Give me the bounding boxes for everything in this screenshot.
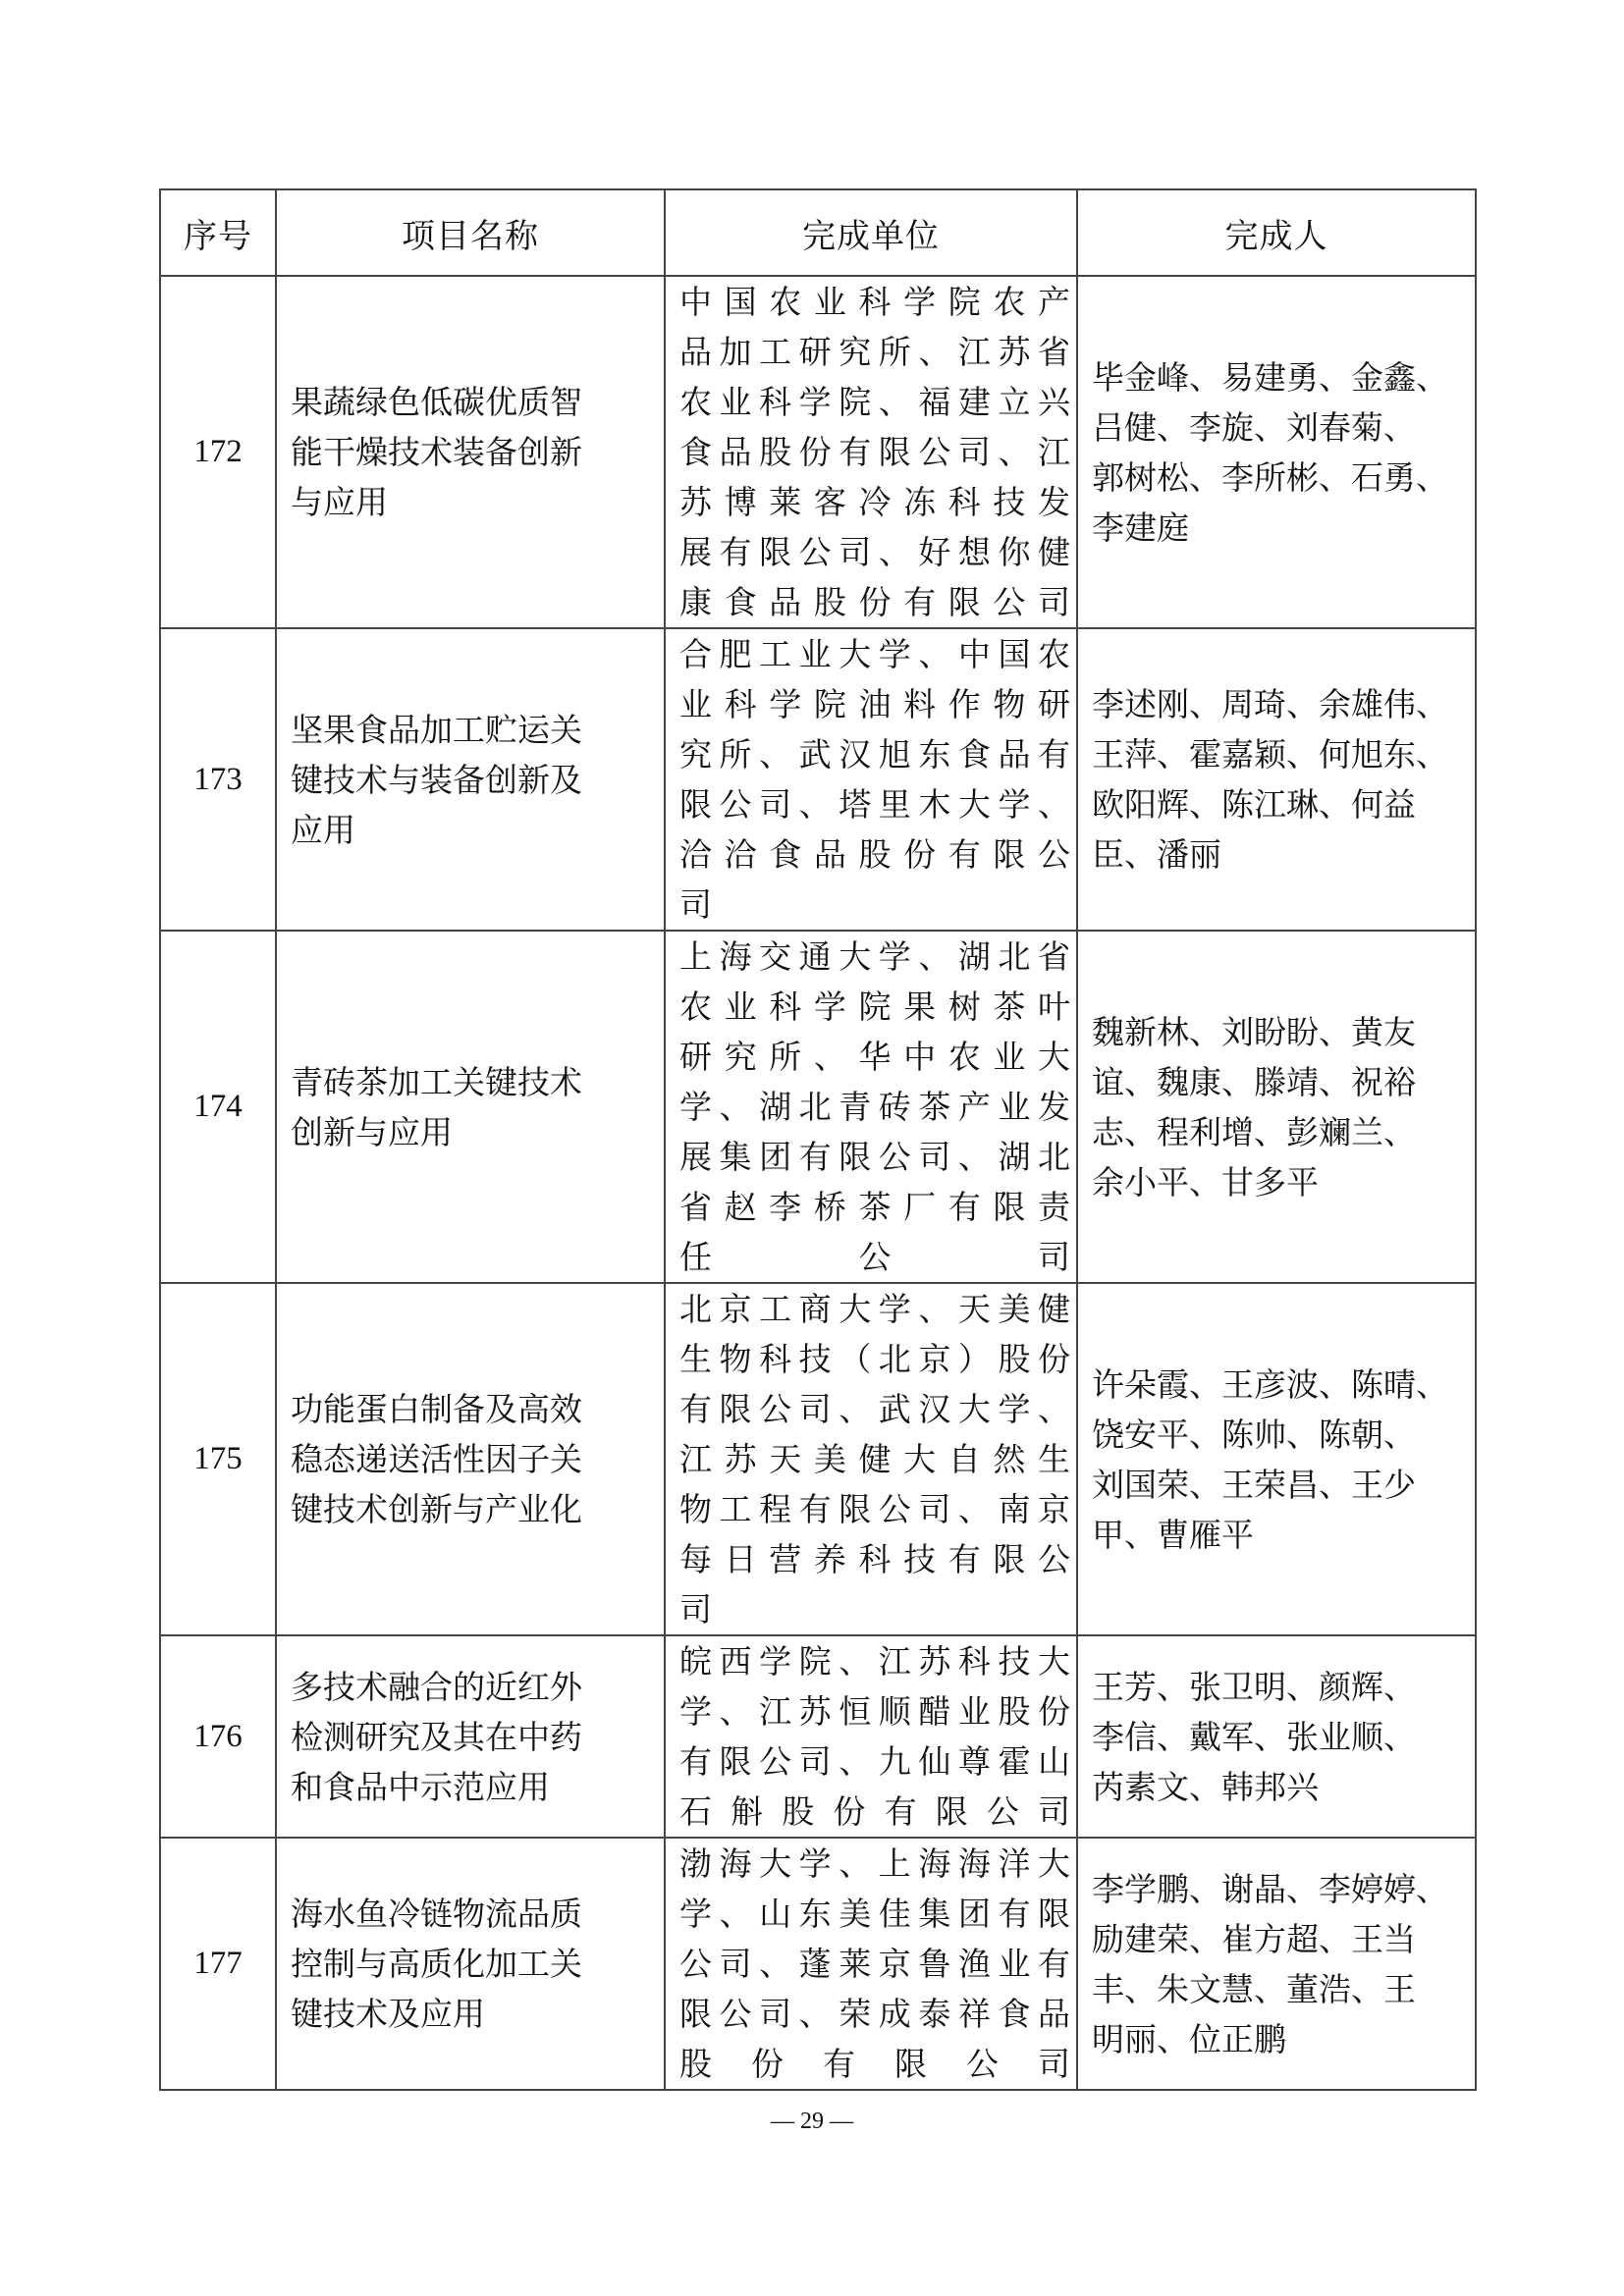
name-line: 功能蛋白制备及高效: [291, 1390, 582, 1428]
completers-cell: [1077, 1635, 1476, 1838]
completing-unit-cell: [665, 1838, 1077, 2090]
people-line: 芮素文、韩邦兴: [1092, 1767, 1319, 1806]
header-name: 项目名称: [276, 189, 665, 276]
people-line: 魏新林、刘盼盼、黄友: [1092, 1012, 1416, 1051]
completing-unit-cell: [665, 628, 1077, 931]
people-line: 丰、朱文慧、董浩、王: [1092, 1969, 1416, 2008]
completing-unit-cell: [665, 276, 1077, 628]
people-line: 励建荣、崔方超、王当: [1092, 1919, 1416, 1958]
header-unit: 完成单位: [665, 189, 1077, 276]
unit-line: 合肥工业大学、中国农: [679, 635, 1070, 673]
page-number: — 29 —: [771, 2109, 853, 2134]
project-name-cell: [276, 931, 665, 1283]
completers-cell: [1077, 276, 1476, 628]
people-line: 王芳、张卫明、颜辉、: [1092, 1667, 1416, 1706]
people-line: 王萍、霍嘉颖、何旭东、: [1092, 735, 1448, 774]
name-line: 应用: [291, 810, 355, 849]
unit-line: 限公司、荣成泰祥食品: [679, 1995, 1070, 2033]
people-line: 谊、魏康、滕靖、祝裕: [1092, 1062, 1416, 1101]
unit-line: 洽洽食品股份有限公: [679, 835, 1070, 874]
name-line: 控制与高质化加工关: [291, 1945, 582, 1983]
unit-line: 石斛股份有限公司: [679, 1792, 1070, 1831]
unit-line: 上海交通大学、湖北省: [679, 937, 1070, 976]
table-row: [160, 931, 1476, 1283]
unit-line: 限公司、塔里木大学、: [679, 785, 1070, 824]
people-line: 吕健、李旋、刘春菊、: [1092, 407, 1416, 447]
completers-cell: [1077, 931, 1476, 1283]
unit-line: 究所、武汉旭东食品有: [679, 735, 1070, 774]
row-number: 176: [160, 1635, 276, 1838]
unit-line: 江苏天美健大自然生: [679, 1440, 1070, 1478]
row-number: 173: [160, 628, 276, 931]
completing-unit-cell: [665, 931, 1077, 1283]
unit-line: 学、江苏恒顺醋业股份: [679, 1692, 1070, 1731]
row-number: 172: [160, 276, 276, 628]
people-line: 李学鹏、谢晶、李婷婷、: [1092, 1869, 1448, 1908]
name-line: 多技术融合的近红外: [291, 1667, 582, 1706]
table-row: [160, 1635, 1476, 1838]
name-line: 海水鱼冷链物流品质: [291, 1895, 582, 1933]
unit-line: 有限公司、武汉大学、: [679, 1390, 1070, 1428]
people-line: 余小平、甘多平: [1092, 1162, 1319, 1201]
people-line: 明丽、位正鹏: [1092, 2019, 1286, 2058]
unit-line: 农业科学院、福建立兴: [679, 383, 1070, 421]
name-line: 坚果食品加工贮运关: [291, 710, 582, 749]
project-name-cell: [276, 276, 665, 628]
unit-line: 物工程有限公司、南京: [679, 1490, 1070, 1528]
project-name-cell: [276, 1838, 665, 2090]
completers-cell: [1077, 628, 1476, 931]
unit-line: 展有限公司、好想你健: [679, 533, 1070, 571]
people-line: 郭树松、李所彬、石勇、: [1092, 457, 1448, 497]
unit-line: 生物科技（北京）股份: [679, 1340, 1070, 1378]
unit-line: 康食品股份有限公司: [679, 583, 1070, 621]
unit-line: 学、湖北青砖茶产业发: [679, 1088, 1070, 1126]
unit-line: 任公司: [679, 1238, 1070, 1276]
unit-line: 苏博莱客冷冻科技发: [679, 483, 1070, 521]
unit-line: 司: [679, 1590, 712, 1629]
people-line: 李建庭: [1092, 507, 1189, 547]
name-line: 键技术创新与产业化: [291, 1490, 582, 1528]
unit-line: 有限公司、九仙尊霍山: [679, 1742, 1070, 1781]
unit-line: 省赵李桥茶厂有限责: [679, 1188, 1070, 1226]
table-row: [160, 276, 1476, 628]
unit-line: 皖西学院、江苏科技大: [679, 1642, 1070, 1681]
row-number: 174: [160, 931, 276, 1283]
project-name-cell: [276, 1635, 665, 1838]
unit-line: 食品股份有限公司、江: [679, 433, 1070, 471]
people-line: 李述刚、周琦、余雄伟、: [1092, 685, 1448, 723]
name-line: 键技术及应用: [291, 1995, 485, 2033]
name-line: 键技术与装备创新及: [291, 760, 582, 799]
name-line: 稳态递送活性因子关: [291, 1440, 582, 1478]
unit-line: 股份有限公司: [679, 2045, 1070, 2083]
project-name-cell: [276, 1283, 665, 1635]
name-line: 与应用: [291, 483, 388, 521]
header-no: 序号: [160, 189, 276, 276]
unit-line: 北京工商大学、天美健: [679, 1290, 1070, 1328]
people-line: 李信、戴军、张业顺、: [1092, 1717, 1416, 1756]
table-row: [160, 1838, 1476, 2090]
completing-unit-cell: [665, 1635, 1077, 1838]
unit-line: 农业科学院果树茶叶: [679, 988, 1070, 1026]
name-line: 创新与应用: [291, 1112, 453, 1151]
completing-unit-cell: [665, 1283, 1077, 1635]
people-line: 许朵霞、王彦波、陈晴、: [1092, 1364, 1448, 1404]
people-line: 毕金峰、易建勇、金鑫、: [1092, 357, 1448, 397]
completers-cell: [1077, 1283, 1476, 1635]
name-line: 能干燥技术装备创新: [291, 433, 582, 471]
project-name-cell: [276, 628, 665, 931]
unit-line: 研究所、华中农业大: [679, 1038, 1070, 1076]
table-header-row: [160, 189, 1476, 276]
name-line: 和食品中示范应用: [291, 1767, 550, 1806]
table-row: [160, 1283, 1476, 1635]
unit-line: 品加工研究所、江苏省: [679, 333, 1070, 371]
name-line: 青砖茶加工关键技术: [291, 1062, 582, 1101]
name-line: 检测研究及其在中药: [291, 1717, 582, 1756]
people-line: 刘国荣、王荣昌、王少: [1092, 1465, 1416, 1504]
header-people: 完成人: [1077, 189, 1476, 276]
unit-line: 业科学院油料作物研: [679, 685, 1070, 723]
name-line: 果蔬绿色低碳优质智: [291, 383, 582, 421]
people-line: 志、程利增、彭斓兰、: [1092, 1112, 1416, 1151]
people-line: 饶安平、陈帅、陈朝、: [1092, 1415, 1416, 1454]
unit-line: 公司、蓬莱京鲁渔业有: [679, 1945, 1070, 1983]
people-line: 甲、曹雁平: [1092, 1515, 1254, 1554]
row-number: 177: [160, 1838, 276, 2090]
awards-table: [159, 188, 1477, 2091]
unit-line: 中国农业科学院农产: [679, 283, 1070, 321]
completers-cell: [1077, 1838, 1476, 2090]
unit-line: 学、山东美佳集团有限: [679, 1895, 1070, 1933]
unit-line: 司: [679, 885, 712, 924]
people-line: 臣、潘丽: [1092, 835, 1221, 874]
table-row: [160, 628, 1476, 931]
unit-line: 渤海大学、上海海洋大: [679, 1844, 1070, 1883]
unit-line: 每日营养科技有限公: [679, 1540, 1070, 1578]
row-number: 175: [160, 1283, 276, 1635]
unit-line: 展集团有限公司、湖北: [679, 1138, 1070, 1176]
people-line: 欧阳辉、陈江琳、何益: [1092, 785, 1416, 824]
